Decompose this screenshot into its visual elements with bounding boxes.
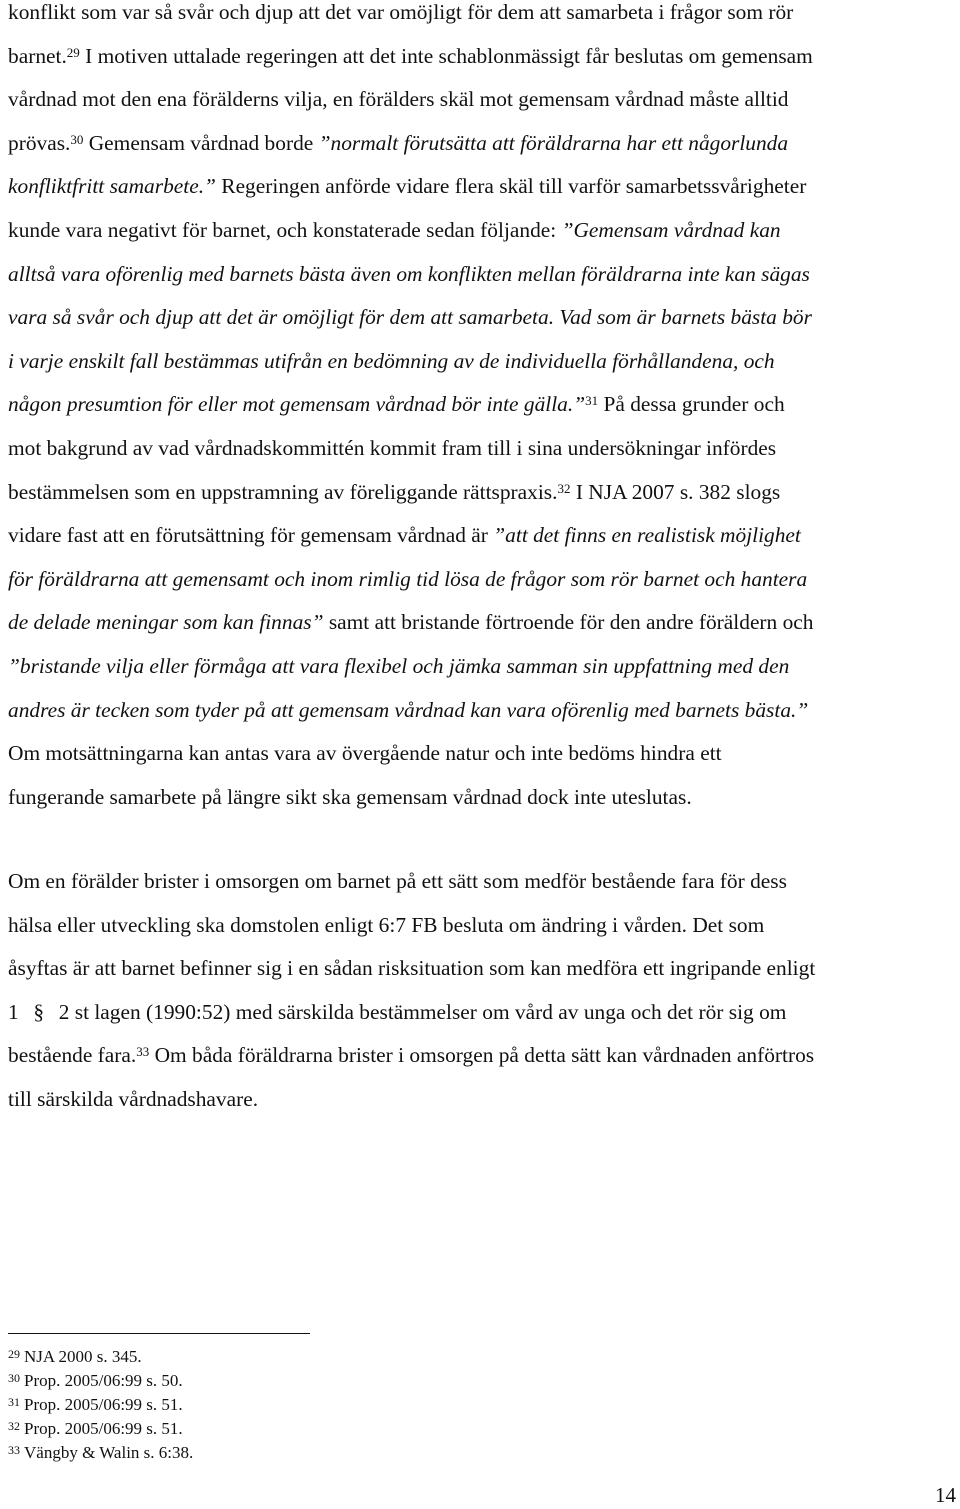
text-line	[8, 35, 814, 79]
footnote-text: NJA 2000 s. 345.	[24, 1347, 142, 1366]
text-line	[8, 514, 814, 558]
footnote-33	[8, 1441, 193, 1465]
quote-italic: konfliktfritt samarbete.”	[8, 174, 216, 199]
footnote-text: Prop. 2005/06:99 s. 51.	[24, 1395, 183, 1414]
text-line	[8, 427, 814, 471]
text-line	[8, 296, 814, 340]
text-line	[8, 947, 815, 991]
text-span: fungerande samarbete på längre sikt ska gemensam vårdnad dock inte uteslutas.	[8, 784, 692, 809]
text-line	[8, 1034, 815, 1078]
text-line	[8, 991, 815, 1035]
quote-italic: vara så svår och djup att det är omöjligt för dem att samarbeta. Vad som är barnets bästa bör	[8, 305, 812, 330]
footnote-ref-33[interactable]: 33	[136, 1044, 150, 1060]
footnote-number: 32	[8, 1419, 20, 1433]
text-span: kunde vara negativt för barnet, och konstaterade sedan följande:	[8, 217, 562, 242]
text-span: prövas.	[8, 130, 71, 155]
text-span: 1	[8, 999, 19, 1024]
quote-italic: ”normalt förutsätta att föräldrarna har ett någorlunda	[318, 130, 789, 155]
text-span: vidare fast att en förutsättning för gemensam vårdnad är	[8, 523, 494, 548]
footnote-number: 30	[8, 1371, 20, 1385]
text-span: På dessa grunder och	[598, 392, 785, 417]
footnote-ref-30[interactable]: 30	[70, 131, 84, 147]
section-sign-icon: §	[33, 999, 45, 1024]
text-line	[8, 904, 815, 948]
text-span: bestående fara.	[8, 1043, 137, 1068]
paragraph-custody-motives	[8, 0, 814, 819]
text-span: I NJA 2007 s. 382 slogs	[570, 479, 781, 504]
text-line	[8, 253, 814, 297]
text-line	[8, 383, 814, 427]
quote-italic: i varje enskilt fall bestämmas utifrån en bedömning av de individuella förhållandena, och	[8, 348, 775, 373]
footnote-separator	[8, 1333, 310, 1334]
text-line	[8, 471, 814, 515]
text-span: Om motsättningarna kan antas vara av övergående natur och inte bedöms hindra ett	[8, 741, 722, 766]
footnote-ref-31[interactable]: 31	[585, 393, 599, 409]
text-span: till särskilda vårdnadshavare.	[8, 1086, 259, 1111]
text-span: Regeringen anförde vidare flera skäl till varför samarbetssvårigheter	[215, 174, 807, 199]
quote-italic: ”att det finns en realistisk möjlighet	[493, 523, 801, 548]
footnote-number: 31	[8, 1395, 20, 1409]
quote-italic: de delade meningar som kan finnas”	[8, 610, 324, 635]
text-line	[8, 78, 814, 122]
footnote-number: 29	[8, 1347, 20, 1361]
text-span: mot bakgrund av vad vårdnadskommittén kommit fram till i sina undersökningar infördes	[8, 435, 777, 460]
text-span: vårdnad mot den ena förälderns vilja, en förälders skäl mot gemensam vårdnad måste alltid	[8, 87, 789, 112]
footnote-32	[8, 1417, 193, 1441]
text-line	[8, 601, 814, 645]
footnote-text: Prop. 2005/06:99 s. 51.	[24, 1419, 183, 1438]
footnote-30	[8, 1369, 193, 1393]
footnote-number: 33	[8, 1443, 20, 1457]
text-span: barnet.	[8, 43, 67, 68]
text-span: konflikt som var så svår och djup att det var omöjligt för dem att samarbeta i frågor som rör	[8, 0, 794, 24]
text-line	[8, 1078, 815, 1122]
quote-italic: för föräldrarna att gemensamt och inom rimlig tid lösa de frågor som rör barnet och hantera	[8, 566, 808, 591]
text-span: samt att bristande förtroende för den andre föräldern och	[323, 610, 814, 635]
footnote-ref-29[interactable]: 29	[66, 44, 80, 60]
quote-italic: alltså vara oförenlig med barnets bästa även om konflikten mellan föräldrarna inte kan sägas	[8, 261, 810, 286]
footnote-text: Prop. 2005/06:99 s. 50.	[24, 1371, 183, 1390]
quote-italic: ”Gemensam vårdnad kan	[561, 217, 781, 242]
text-span: Gemensam vårdnad borde	[83, 130, 319, 155]
text-span: I motiven uttalade regeringen att det inte schablonmässigt får beslutas om gemensam	[79, 43, 813, 68]
text-line	[8, 209, 814, 253]
text-line	[8, 340, 814, 384]
footnote-ref-32[interactable]: 32	[557, 480, 571, 496]
quote-italic: någon presumtion för eller mot gemensam vårdnad bör inte gälla.”	[8, 392, 586, 417]
text-span: bestämmelsen som en uppstramning av föreliggande rättspraxis.	[8, 479, 558, 504]
text-span: 2 st lagen (1990:52) med särskilda bestämmelser om vård av unga och det rör sig om	[58, 999, 787, 1024]
text-span: Om en förälder brister i omsorgen om barnet på ett sätt som medför bestående fara för dess	[8, 869, 787, 893]
text-span: åsyftas är att barnet befinner sig i en sådan risksituation som kan medföra ett ingripande enligt	[8, 956, 816, 981]
footnote-31	[8, 1393, 193, 1417]
text-span: hälsa eller utveckling ska domstolen enligt 6:7 FB besluta om ändring i vården. Det som	[8, 912, 765, 937]
text-line	[8, 558, 814, 602]
quote-italic: ”bristande vilja eller förmåga att vara flexibel och jämka samman sin uppfattning med den	[8, 653, 790, 678]
paragraph-neglect	[8, 860, 815, 1122]
quote-italic: andres är tecken som tyder på att gemensam vårdnad kan vara oförenlig med barnets bästa.”	[8, 697, 809, 722]
text-line	[8, 776, 814, 820]
text-line	[8, 645, 814, 689]
footnote-29	[8, 1345, 193, 1369]
text-span: Om båda föräldrarna brister i omsorgen på detta sätt kan vårdnaden anförtros	[149, 1043, 815, 1068]
text-line	[8, 689, 814, 733]
text-line	[8, 122, 814, 166]
footnote-text: Vängby & Walin s. 6:38.	[24, 1443, 194, 1462]
text-line	[8, 732, 814, 776]
text-line	[8, 860, 815, 904]
page-number: 14	[935, 1483, 956, 1507]
text-line	[8, 0, 814, 35]
footnotes	[8, 1345, 193, 1465]
text-line	[8, 165, 814, 209]
